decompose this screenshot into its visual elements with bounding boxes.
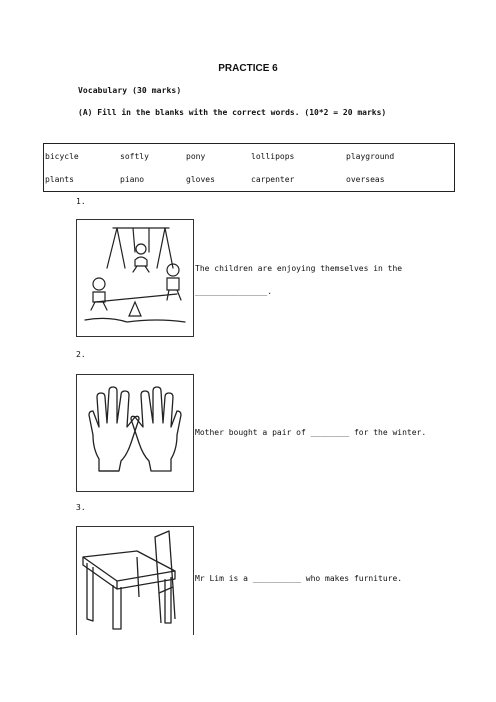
word-bank-item: bicycle <box>45 152 79 161</box>
word-bank-item: playground <box>346 152 395 161</box>
playground-illustration <box>76 219 194 337</box>
answer-blank: _______________. <box>195 287 273 296</box>
word-bank-box <box>43 143 455 192</box>
gloves-icon <box>77 375 193 491</box>
gloves-illustration <box>76 374 194 492</box>
word-bank-item: pony <box>186 152 206 161</box>
table-chair-icon <box>77 527 193 635</box>
word-bank-item: gloves <box>186 175 215 184</box>
instruction-text: (A) Fill in the blanks with the correct words. (10*2 = 20 marks) <box>78 108 387 117</box>
question-text: Mother bought a pair of ________ for the winter. <box>195 428 427 437</box>
page-title: PRACTICE 6 <box>218 63 278 74</box>
playground-icon <box>77 220 193 336</box>
word-bank-item: softly <box>120 152 149 161</box>
word-bank-item: carpenter <box>251 175 295 184</box>
word-bank-item: lollipops <box>251 152 295 161</box>
question-number: 2. <box>76 350 86 359</box>
question-text: Mr Lim is a __________ who makes furniture. <box>195 574 403 583</box>
word-bank-item: overseas <box>346 175 385 184</box>
word-bank-item: plants <box>45 175 74 184</box>
word-bank-item: piano <box>120 175 145 184</box>
question-number: 3. <box>76 503 86 512</box>
table-chair-illustration <box>76 526 194 635</box>
section-heading: Vocabulary (30 marks) <box>78 86 182 95</box>
question-number: 1. <box>76 197 86 206</box>
question-text: The children are enjoying themselves in the <box>195 264 403 273</box>
